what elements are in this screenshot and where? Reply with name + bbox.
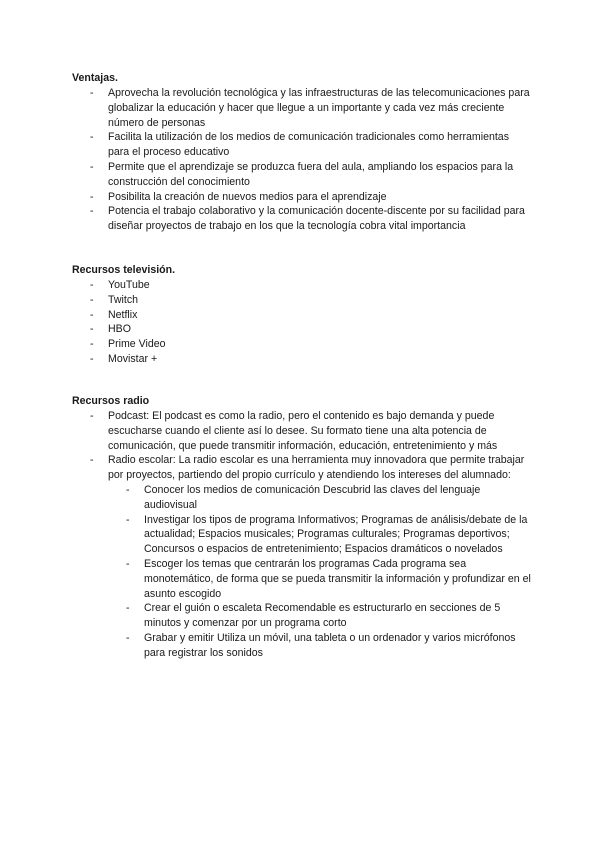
list-item: - Netflix (90, 308, 138, 321)
ventajas-heading: Ventajas. (72, 72, 118, 84)
radio-steps-list (108, 483, 532, 661)
tv-section (72, 263, 532, 367)
radio-heading: Recursos radio (72, 395, 150, 407)
list-item: - Permite que el aprendizaje se produzca fuera del aula, ampliando los espacios para la construcción del conocimiento (90, 160, 514, 188)
list-item: - YouTube (90, 279, 150, 291)
list-item: - Movistar + (90, 352, 158, 365)
ventajas-section (72, 71, 532, 234)
radio-list (72, 409, 532, 661)
tv-heading: Recursos televisión. (72, 264, 176, 276)
list-item: - Prime Video (90, 338, 166, 351)
ventajas-list (72, 86, 532, 234)
list-item: - Escoger los temas que centrarán los programas Cada programa sea monotemático, de forma que se pueda transmitir la información y profundizar en el asunto escogido (126, 557, 531, 600)
list-item: - Aprovecha la revolución tecnológica y las infraestructuras de las telecomunicaciones para globalizar la educación y hacer que llegue a un importante y cada vez más creciente número de personas (90, 87, 530, 129)
list-item: - Podcast: El podcast es como la radio, pero el contenido es bajo demanda y puede escucharse cuando el cliente así lo desee. Su formato tiene una alta potencia de comunicación, que puede transmitir información, educación, entretenimiento y más (90, 410, 498, 452)
list-item: - Radio escolar: La radio escolar es una herramienta muy innovadora que permite trabajar por proyectos, partiendo del propio currículo y atendiendo los intereses del alumnado: - Conocer los medios de comunicación Descubrid las claves del lenguaje audiovisual - Investigar los tipos de programa Informativos; Programas de análisis/debate de la actualidad; Espacios musicales; Programas culturales; Programas deportivos; Concursos o espacios de entretenimiento; Espacios dramáticos o novelados - Escoger los temas que centrarán los programas Cada programa sea monotemático, de forma que se pueda transmitir la información y profundizar en el asunto escogido - Crear el guión o escaleta Recomendable es estructurarlo en secciones de 5 minutos y comenzar por un programa corto - Grabar y emitir Utiliza un móvil, una tableta o un ordenador y varios micrófonos para registrar los sonidos (90, 454, 531, 659)
list-item: - Facilita la utilización de los medios de comunicación tradicionales como herramientas para el proceso educativo (90, 131, 509, 159)
list-item: - Potencia el trabajo colaborativo y la comunicación docente-discente por su facilidad para diseñar proyectos de trabajo en los que la tecnología cobra vital importancia (90, 205, 525, 233)
list-item: - Twitch (90, 293, 139, 306)
tv-list (72, 278, 532, 367)
list-item: - Investigar los tipos de programa Informativos; Programas de análisis/debate de la actualidad; Espacios musicales; Programas culturales; Programas deportivos; Concursos o espacios de entretenimiento; Espacios dramáticos o novelados (126, 513, 528, 556)
list-item: - Conocer los medios de comunicación Descubrid las claves del lenguaje audiovisual (126, 483, 481, 511)
list-item: - Crear el guión o escaleta Recomendable es estructurarlo en secciones de 5 minutos y comenzar por un programa corto (126, 602, 501, 630)
list-item: - Grabar y emitir Utiliza un móvil, una tableta o un ordenador y varios micrófonos para registrar los sonidos (126, 631, 516, 659)
list-item: - Posibilita la creación de nuevos medios para el aprendizaje (90, 190, 387, 203)
radio-section (72, 394, 532, 661)
list-item: - HBO (90, 323, 131, 336)
